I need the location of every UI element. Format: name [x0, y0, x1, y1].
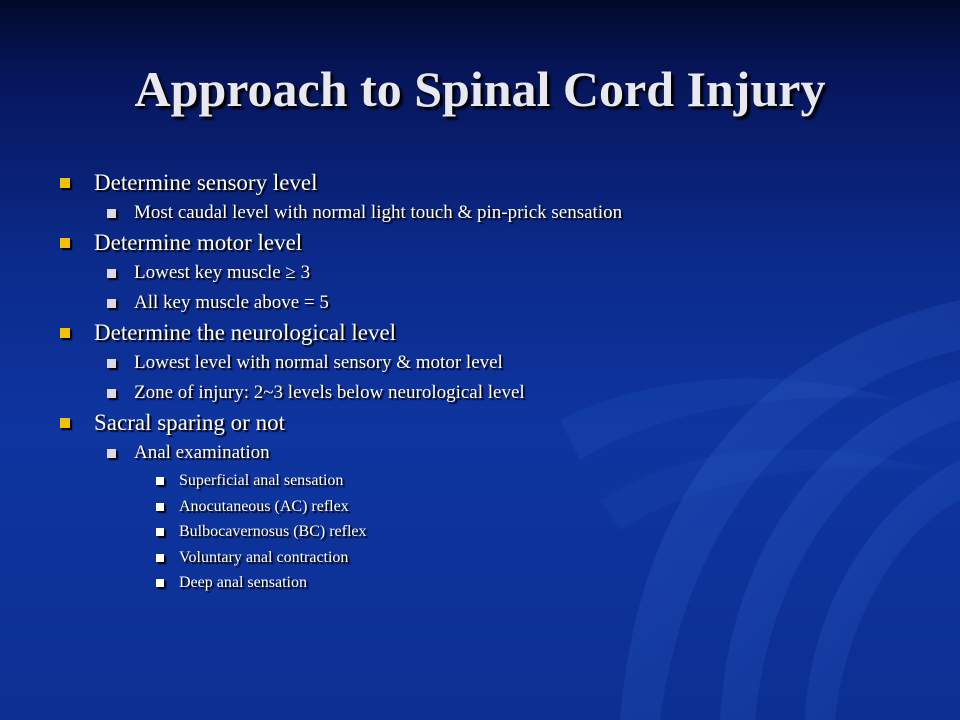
bullet-text: Superficial anal sensation: [179, 472, 344, 489]
square-bullet-icon: [156, 579, 164, 587]
bullet-item-neurological-level: [60, 318, 940, 348]
square-bullet-icon: [60, 328, 70, 338]
sub-sub-bullet-item: [60, 570, 940, 596]
bullet-text: Anocutaneous (AC) reflex: [179, 497, 349, 515]
square-bullet-icon: [107, 359, 116, 368]
sub-bullet-item: [60, 198, 940, 228]
sub-sub-bullet-item: [60, 494, 940, 520]
bullet-text: Sacral sparing or not: [94, 410, 285, 435]
sub-bullet-item: [60, 348, 940, 378]
bullet-item-motor-level: [60, 228, 940, 258]
bullet-text: Deep anal sensation: [179, 574, 307, 591]
square-bullet-icon: [156, 477, 164, 485]
bullet-item-sensory-level: [60, 168, 940, 198]
square-bullet-icon: [107, 449, 116, 458]
square-bullet-icon: [156, 554, 164, 562]
bullet-text: Anal examination: [134, 442, 270, 463]
sub-sub-bullet-item: [60, 545, 940, 571]
square-bullet-icon: [107, 269, 116, 278]
square-bullet-icon: [60, 418, 70, 428]
square-bullet-icon: [107, 209, 116, 218]
sub-sub-bullet-item: [60, 468, 940, 494]
bullet-text: Determine sensory level: [94, 170, 318, 195]
sub-bullet-item: [60, 438, 940, 468]
bullet-item-sacral-sparing: [60, 408, 940, 438]
square-bullet-icon: [156, 503, 164, 511]
sub-sub-bullet-item: [60, 519, 940, 545]
square-bullet-icon: [107, 389, 116, 398]
bullet-text: Lowest key muscle ≥ 3: [134, 262, 311, 283]
sub-bullet-item: [60, 288, 940, 318]
square-bullet-icon: [60, 178, 70, 188]
bullet-text: Most caudal level with normal light touch & pin-prick sensation: [134, 202, 623, 223]
bullet-text: Bulbocavernosus (BC) reflex: [179, 523, 367, 540]
square-bullet-icon: [156, 528, 164, 536]
slide-title: Approach to Spinal Cord Injury: [134, 61, 826, 117]
bullet-text: Determine motor level: [94, 230, 303, 255]
bullet-list: [60, 168, 940, 596]
square-bullet-icon: [107, 299, 116, 308]
square-bullet-icon: [60, 238, 70, 248]
sub-bullet-item: [60, 378, 940, 408]
bullet-text: All key muscle above = 5: [134, 292, 329, 313]
bullet-text: Zone of injury: 2~3 levels below neurological level: [134, 382, 525, 403]
bullet-text: Voluntary anal contraction: [179, 548, 349, 566]
sub-bullet-item: [60, 258, 940, 288]
bullet-text: Determine the neurological level: [94, 320, 397, 345]
bullet-text: Lowest level with normal sensory & motor level: [134, 352, 503, 373]
